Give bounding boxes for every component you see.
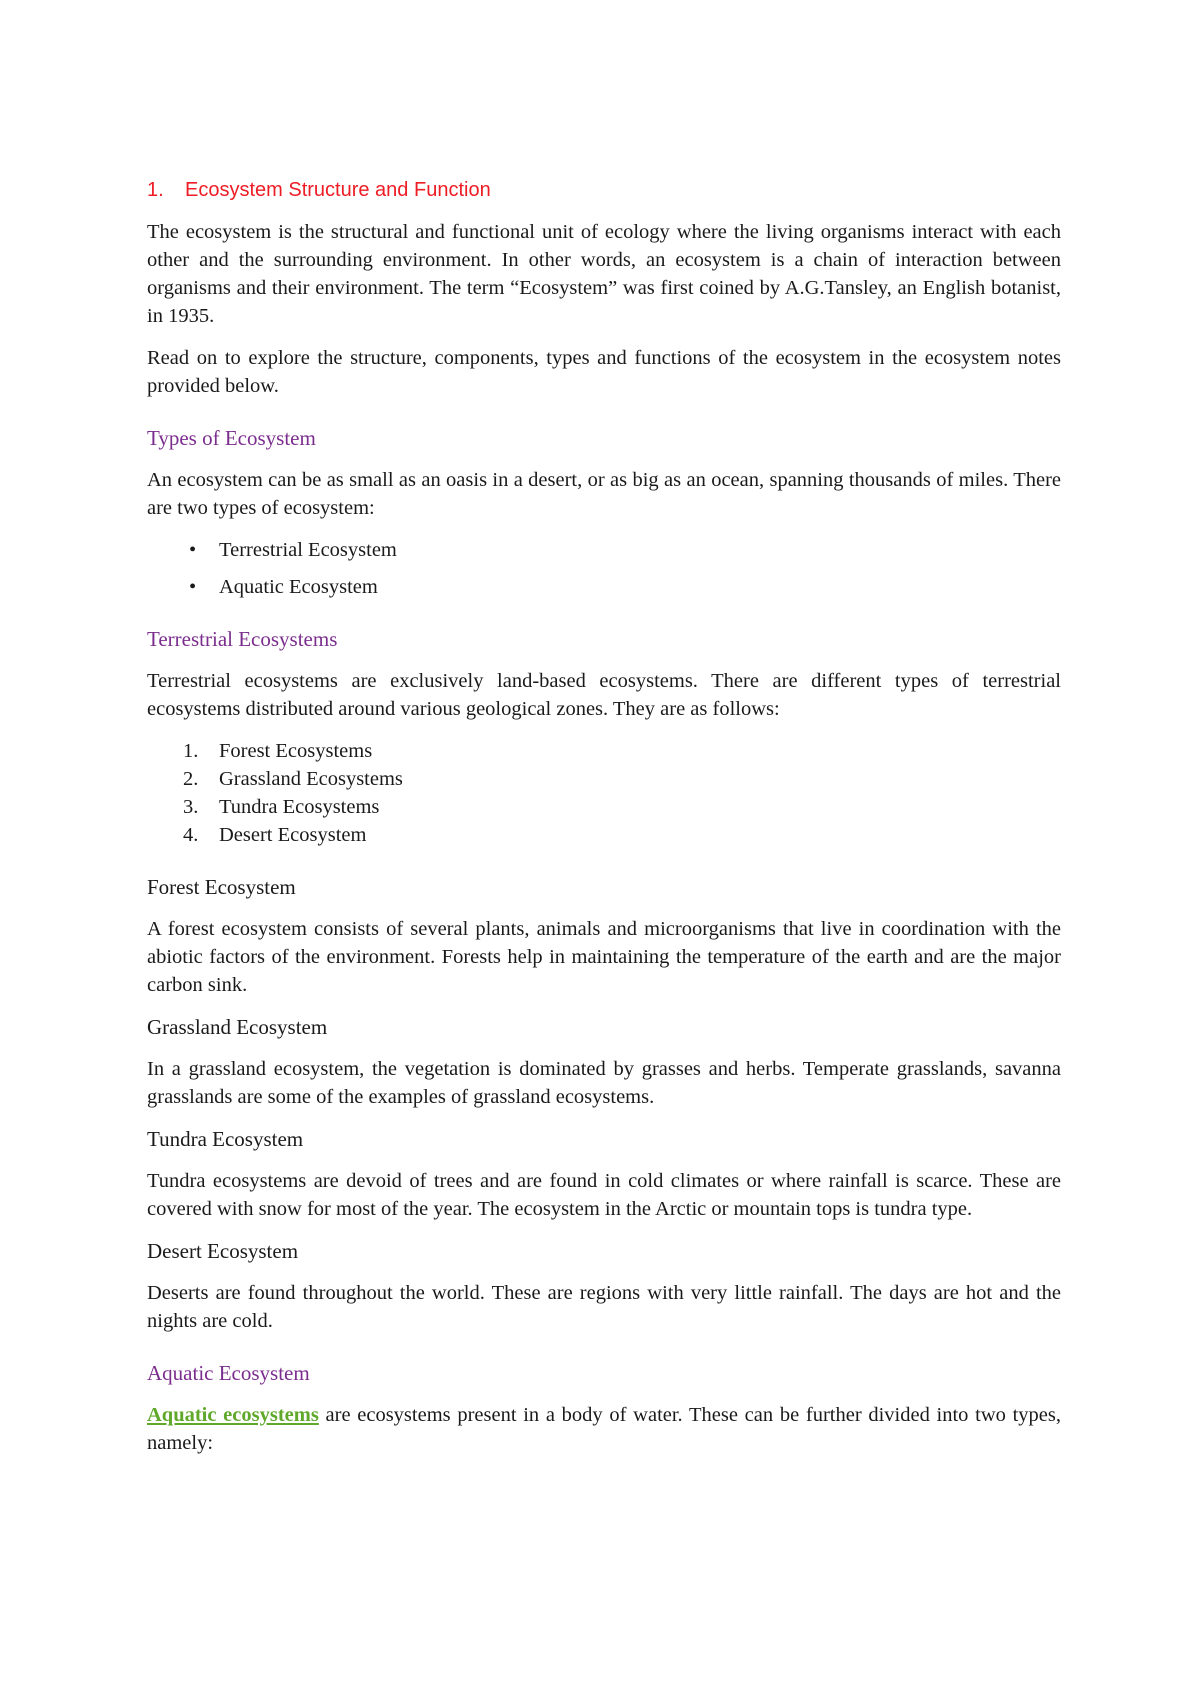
list-item <box>147 821 1061 849</box>
list-item-number: 2. <box>183 768 199 790</box>
aquatic-ecosystems-link[interactable]: Aquatic ecosystems <box>147 1404 319 1426</box>
terrestrial-heading: Terrestrial Ecosystems <box>147 627 338 651</box>
tundra-heading: Tundra Ecosystem <box>147 1127 304 1151</box>
list-item-number: 4. <box>183 824 199 846</box>
document-page <box>147 176 1061 1471</box>
section-number: 1. <box>147 179 164 201</box>
list-item <box>147 737 1061 765</box>
types-heading: Types of Ecosystem <box>147 426 316 450</box>
list-item-label: Forest Ecosystems <box>219 740 373 762</box>
list-item <box>147 536 1061 564</box>
bullet-icon: • <box>189 539 197 561</box>
list-item-number: 3. <box>183 796 199 818</box>
desert-heading: Desert Ecosystem <box>147 1239 299 1263</box>
forest-paragraph: A forest ecosystem consists of several plants, animals and microorganisms that live in coordination with the abiotic factors of the environment. Forests help in maintaining the temperature of the earth and are the major carbon sink. <box>147 918 1061 996</box>
aquatic-heading: Aquatic Ecosystem <box>147 1361 310 1385</box>
list-item <box>147 793 1061 821</box>
list-item <box>147 765 1061 793</box>
terrestrial-paragraph: Terrestrial ecosystems are exclusively land-based ecosystems. There are different types of terrestrial ecosystems distributed around various geological zones. They are as follows: <box>147 670 1061 720</box>
bullet-icon: • <box>189 576 197 598</box>
list-item-label: Tundra Ecosystems <box>219 796 380 818</box>
types-list <box>147 536 1061 601</box>
terrestrial-list <box>147 737 1061 849</box>
aquatic-paragraph <box>147 1401 1061 1457</box>
desert-paragraph: Deserts are found throughout the world. These are regions with very little rainfall. The days are hot and the nights are cold. <box>147 1282 1061 1332</box>
forest-heading: Forest Ecosystem <box>147 875 296 899</box>
list-item-label: Desert Ecosystem <box>219 824 367 846</box>
section-title <box>147 176 1061 204</box>
list-item <box>147 573 1061 601</box>
list-item-number: 1. <box>183 740 199 762</box>
intro-paragraph-2: Read on to explore the structure, components, types and functions of the ecosystem in the ecosystem notes provided below. <box>147 347 1061 397</box>
types-paragraph: An ecosystem can be as small as an oasis in a desert, or as big as an ocean, spanning thousands of miles. There are two types of ecosystem: <box>147 469 1061 519</box>
list-item-label: Aquatic Ecosystem <box>219 576 378 598</box>
intro-paragraph-1: The ecosystem is the structural and functional unit of ecology where the living organisms interact with each other and the surrounding environment. In other words, an ecosystem is a chain of interaction between organisms and their environment. The term “Ecosystem” was first coined by A.G.Tansley, an English botanist, in 1935. <box>147 221 1061 327</box>
grassland-paragraph: In a grassland ecosystem, the vegetation is dominated by grasses and herbs. Temperate grasslands, savanna grasslands are some of the examples of grassland ecosystems. <box>147 1058 1061 1108</box>
tundra-paragraph: Tundra ecosystems are devoid of trees and are found in cold climates or where rainfall is scarce. These are covered with snow for most of the year. The ecosystem in the Arctic or mountain tops is tundra type. <box>147 1170 1061 1220</box>
list-item-label: Grassland Ecosystems <box>219 768 403 790</box>
list-item-label: Terrestrial Ecosystem <box>219 539 397 561</box>
section-title-text: Ecosystem Structure and Function <box>185 179 491 201</box>
grassland-heading: Grassland Ecosystem <box>147 1015 328 1039</box>
aquatic-paragraph-text: are ecosystems present in a body of water. These can be further divided into two types, namely: <box>147 1404 1061 1454</box>
